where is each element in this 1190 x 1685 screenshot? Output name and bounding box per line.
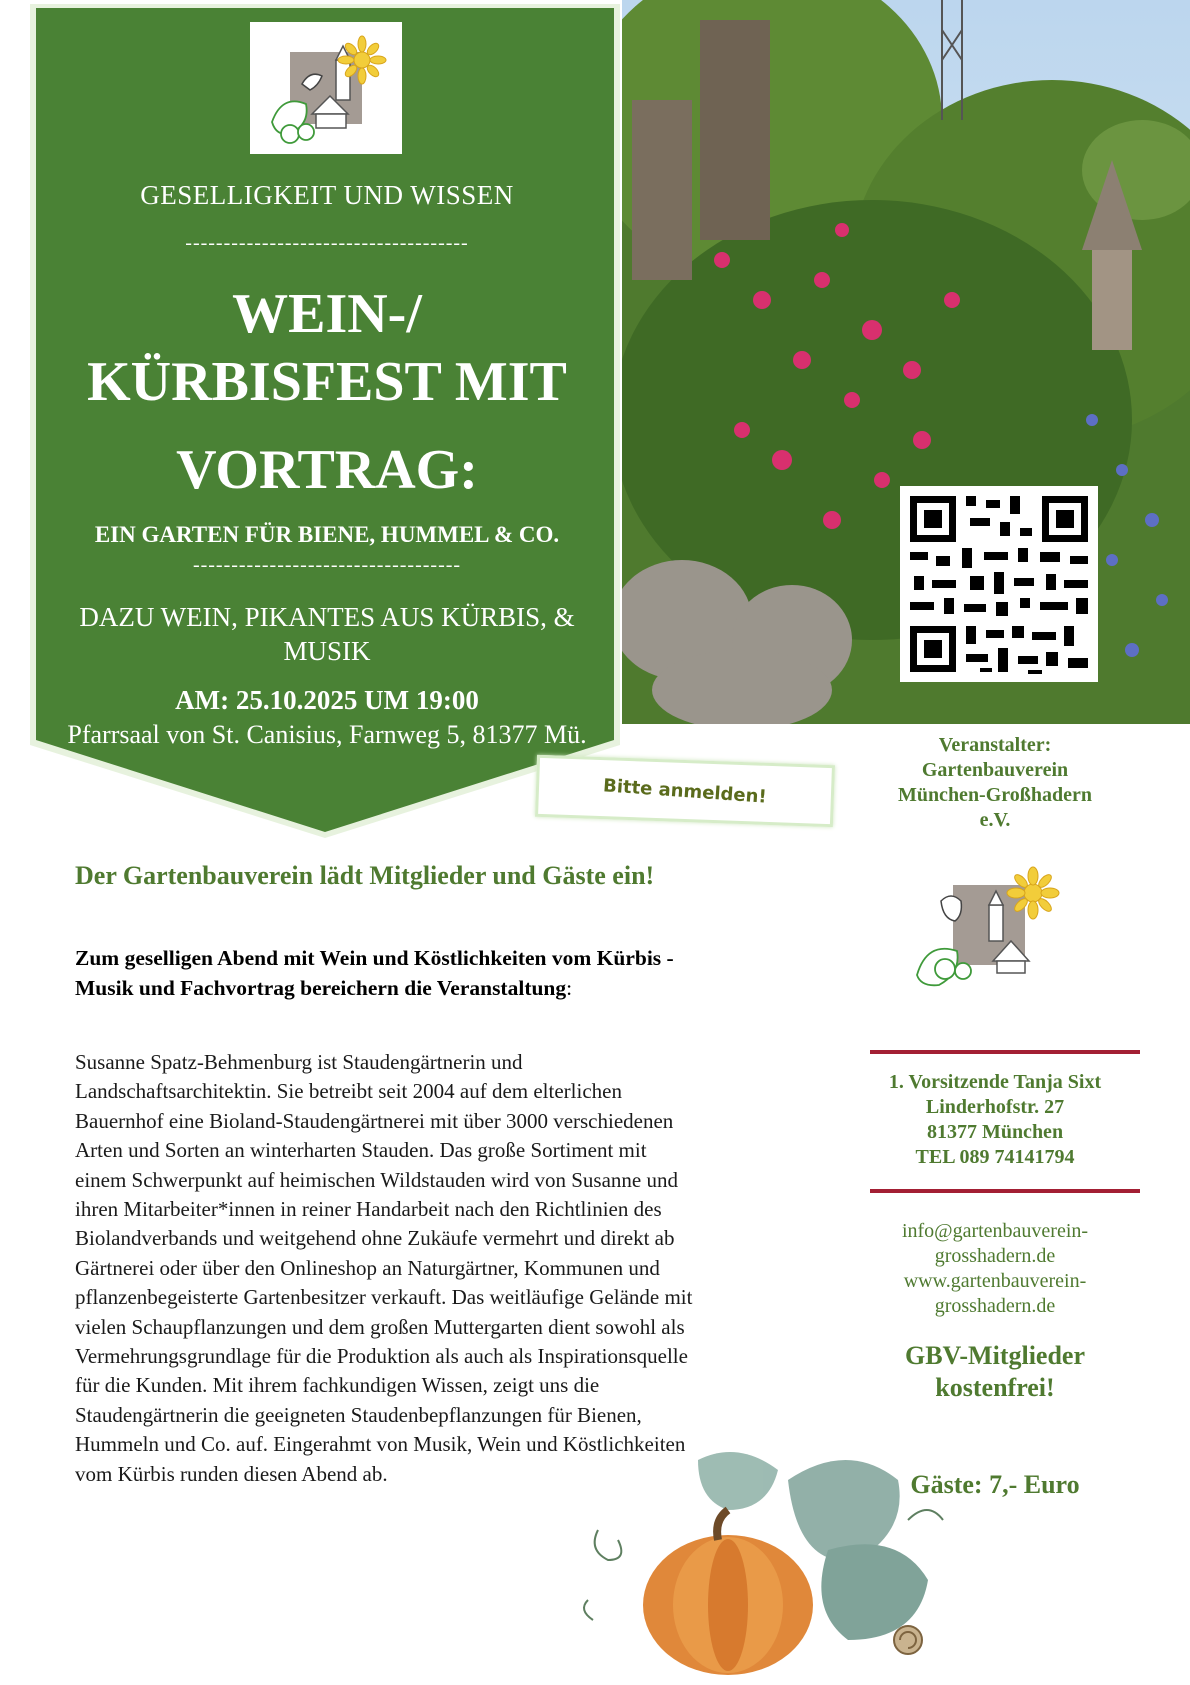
members-line-2: kostenfrei! [935, 1373, 1055, 1402]
email-line-1: info@gartenbauverein- [901, 1220, 1089, 1242]
club-logo [250, 22, 402, 154]
website-link[interactable] [860, 1269, 1130, 1319]
title-line-3: VORTRAG: [176, 439, 478, 501]
divider-bottom: ----------------------------------- [192, 554, 462, 576]
contact-phone: TEL 089 74141794 [915, 1146, 1075, 1168]
banner-tagline: GESELLIGKEIT UND WISSEN [140, 180, 514, 210]
contact-block [860, 1070, 1130, 1170]
guests-price: Gäste: 7,- Euro [910, 1470, 1080, 1499]
organizer-line-3: e.V. [979, 809, 1011, 831]
members-price [860, 1340, 1130, 1404]
club-logo-small [905, 865, 1065, 987]
members-line-1: GBV-Mitglieder [904, 1341, 1086, 1370]
email-line-2: grosshadern.de [934, 1245, 1056, 1267]
organizer-line-2: München-Großhadern [897, 784, 1093, 806]
title-line-1: WEIN-/ [232, 283, 422, 345]
event-datetime: AM: 25.10.2025 UM 19:00 [175, 685, 479, 715]
signup-label: Bitte anmelden! [602, 774, 768, 808]
divider-rule-bottom [870, 1189, 1140, 1193]
organizer-line-1: Gartenbauverein [921, 759, 1069, 781]
contact-chair: 1. Vorsitzende Tanja Sixt [888, 1071, 1102, 1093]
article-intro [75, 943, 695, 1003]
contact-street: Linderhofstr. 27 [925, 1096, 1065, 1118]
article-heading: Der Gartenbauverein lädt Mitglieder und Gäste ein! [75, 861, 655, 890]
website-line-2: grosshadern.de [934, 1295, 1056, 1317]
article-intro-text: Zum geselligen Abend mit Wein und Köstlichkeiten vom Kürbis - Musik und Fachvortrag bereichern die Veranstaltung [75, 946, 674, 1000]
organizer-block [860, 733, 1130, 833]
title-line-2: KÜRBISFEST MIT [87, 351, 567, 413]
website-line-1: www.gartenbauverein- [903, 1270, 1087, 1292]
divider-top: ------------------------------------- [185, 232, 469, 254]
organizer-label: Veranstalter: [938, 734, 1052, 756]
email-link[interactable] [860, 1219, 1130, 1269]
signup-badge [535, 755, 835, 827]
banner-extras: DAZU WEIN, PIKANTES AUS KÜRBIS, & MUSIK [79, 602, 575, 666]
article-intro-colon: : [566, 976, 573, 1000]
article-body: Susanne Spatz-Behmenburg ist Staudengärtnerin und Landschaftsarchitektin. Sie betreibt seit 2004 auf dem elterlichen Bauernhof eine Bioland-Staudengärtnerei mit über 3000 verschiedenen Arten und Sorten an winterharten Stauden. Das große Sortiment mit einem Schwerpunkt auf heimischen Wildstauden wird von Susanne und ihren Mitarbeiter*innen in reiner Handarbeit nach den Richtlinien des Biolandverbands und weitgehend ohne Zukäufe vermehrt und direkt ab Gärtnerei oder über den Onlineshop an Naturgärtner, Kommunen und pflanzenbegeisterte Gartenbesitzer verkauft. Das weitläufige Gelände mit vielen Schaupflanzungen und dem großen Muttergarten dient sowohl als Vermehrungsgrundlage für die Produktion als auch als Inspirationsquelle für die Kunden. Mit ihrem fachkundigen Wissen, zeigt uns die Staudengärtnerin die geeigneten Staudenbepflanzungen für Bienen, Hummeln und Co. auf. Eingerahmt von Musik, Wein und Köstlichkeiten vom Kürbis runden diesen Abend ab. [75, 1050, 693, 1486]
event-location: Pfarrsaal von St. Canisius, Farnweg 5, 81377 Mü. [67, 720, 587, 749]
banner-subtitle: EIN GARTEN FÜR BIENE, HUMMEL & CO. [94, 522, 560, 547]
contact-city: 81377 München [926, 1121, 1064, 1143]
divider-rule-top [870, 1050, 1140, 1054]
qr-code[interactable] [900, 486, 1098, 682]
web-contact-block [860, 1219, 1130, 1319]
